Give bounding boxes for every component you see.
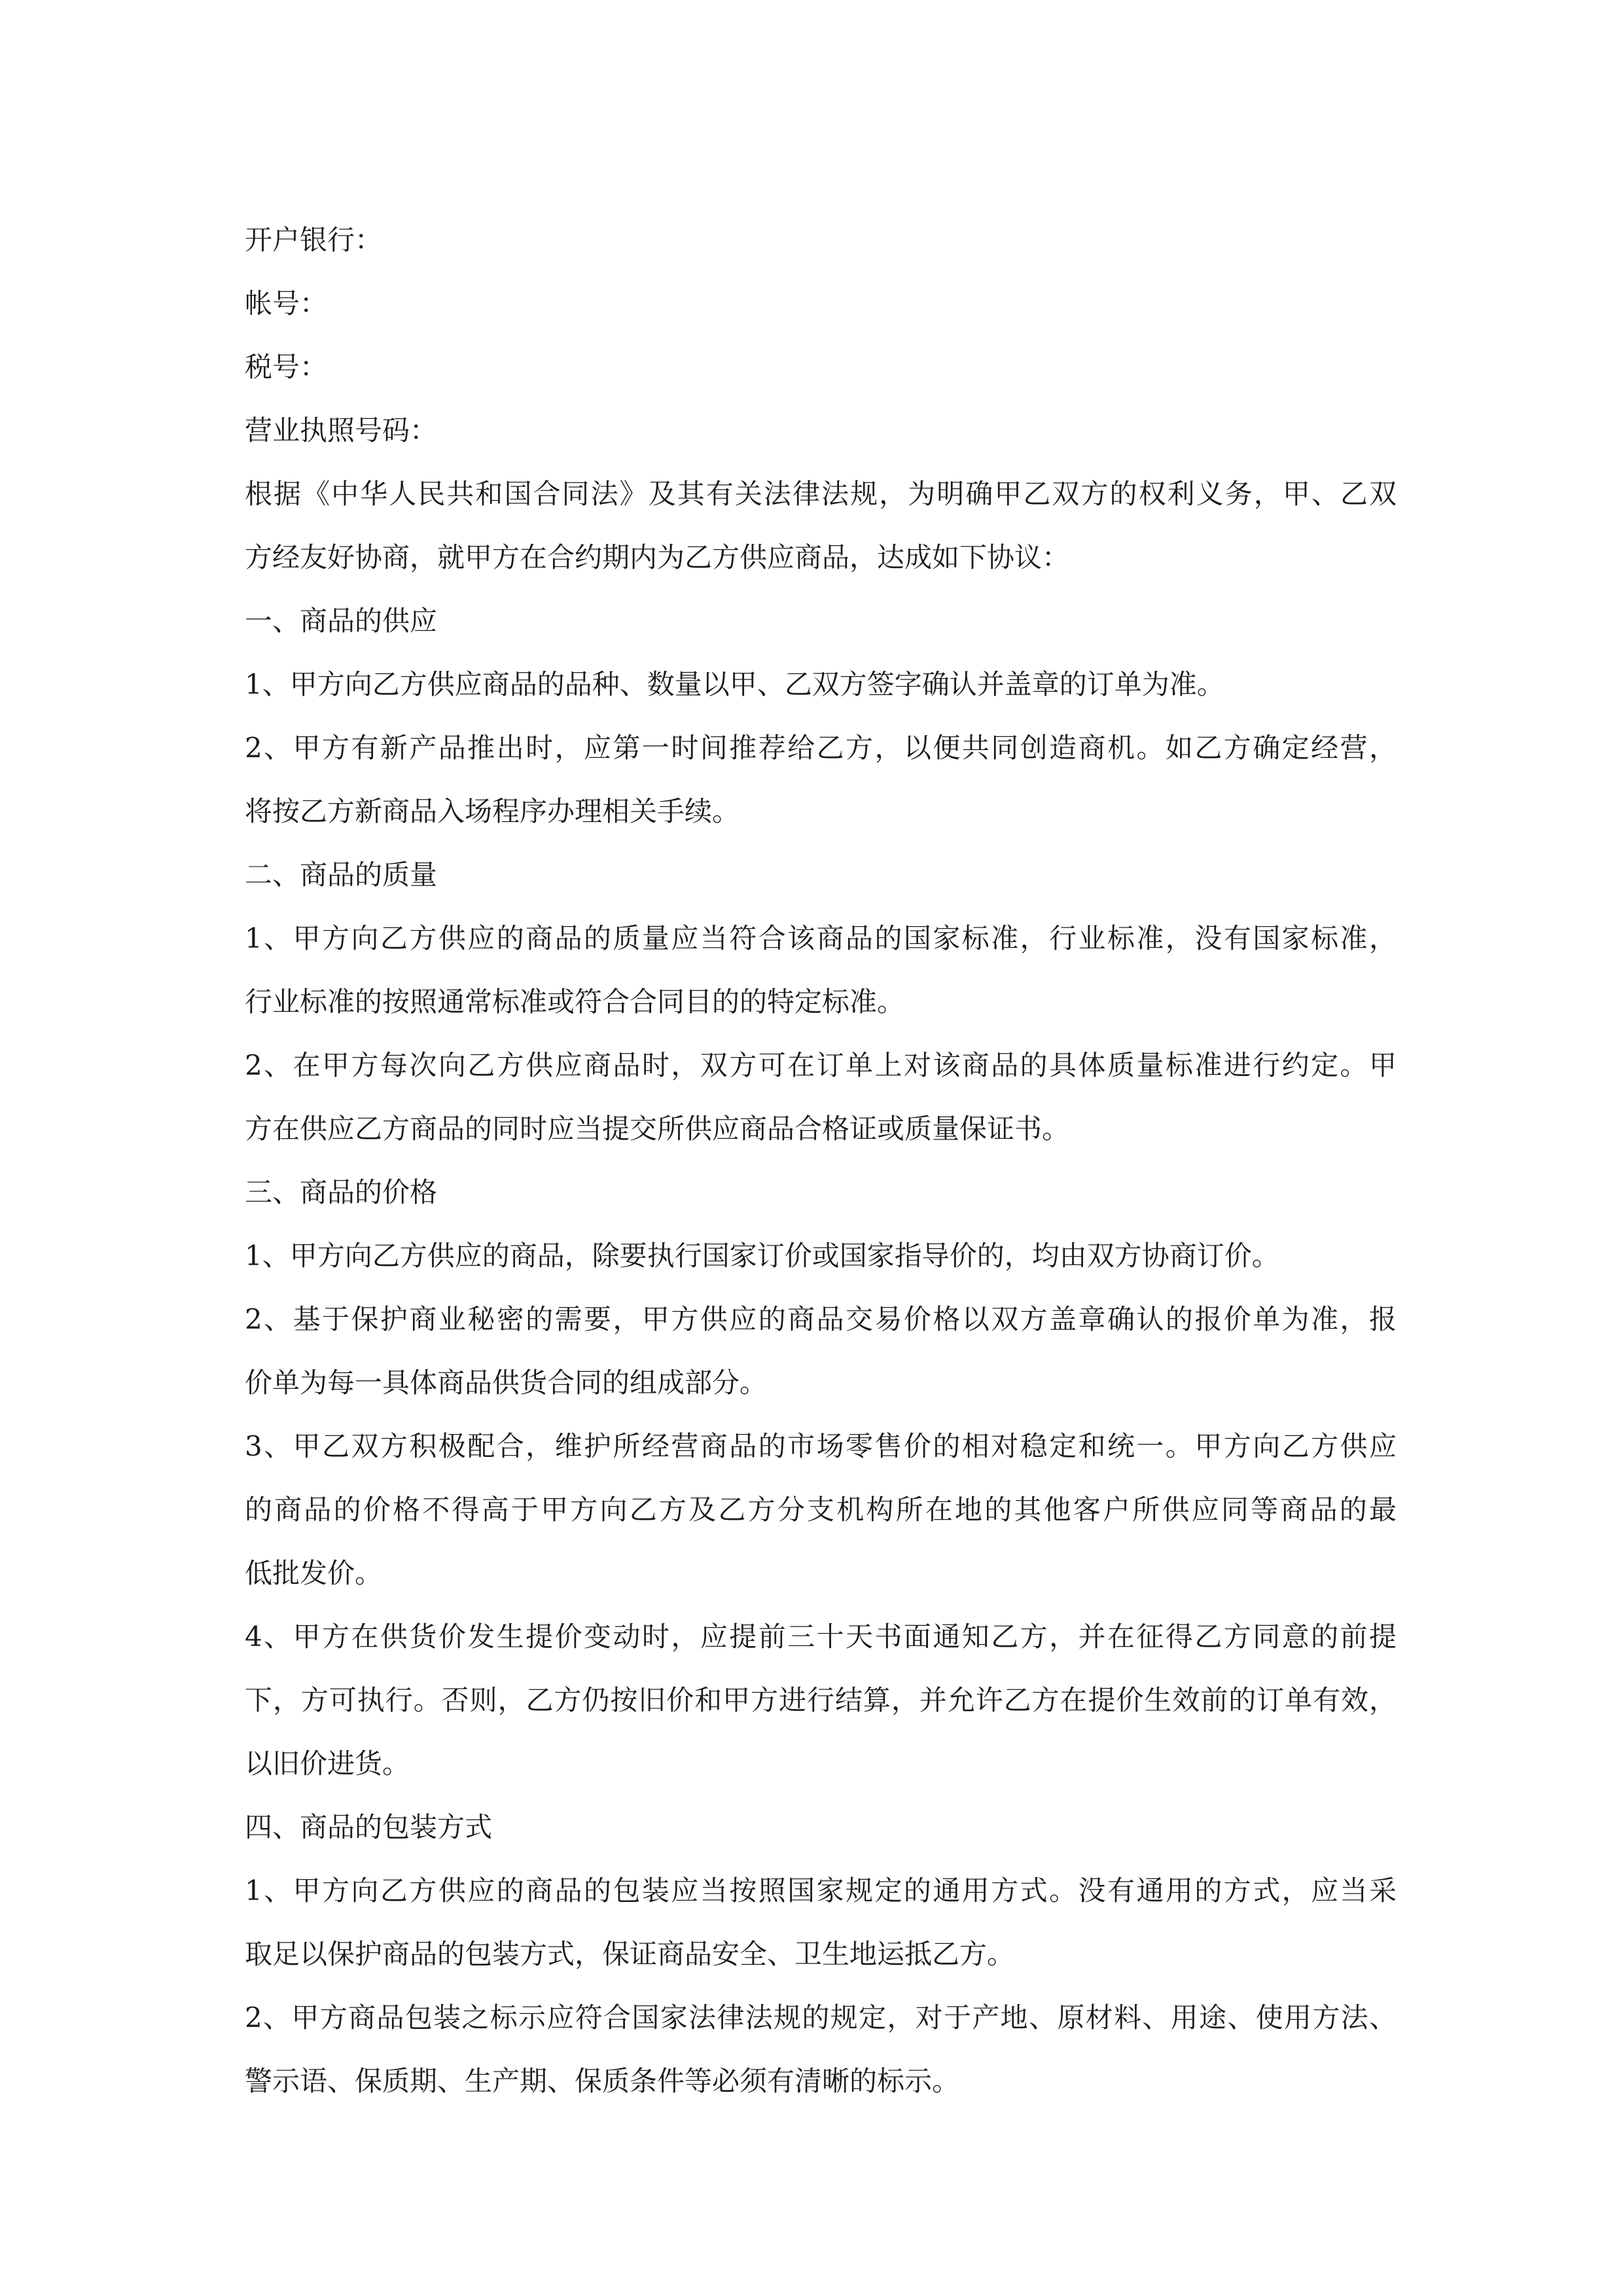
business-license-label: 营业执照号码： bbox=[245, 414, 438, 446]
clause-line: 1、甲方向乙方供应的商品的包装应当按照国家规定的通用方式。没有通用的方式，应当采 bbox=[245, 1874, 1397, 1907]
clause-line: 价单为每一具体商品供货合同的组成部分。 bbox=[245, 1367, 768, 1399]
preamble-line: 方经友好协商，就甲方在合约期内为乙方供应商品，达成如下协议： bbox=[245, 541, 1070, 573]
clause-line: 1、甲方向乙方供应的商品的质量应当符合该商品的国家标准，行业标准，没有国家标准， bbox=[245, 922, 1397, 954]
bank-label: 开户银行： bbox=[245, 224, 383, 256]
contract-body bbox=[245, 208, 1397, 2113]
clause-line: 2、基于保护商业秘密的需要，甲方供应的商品交易价格以双方盖章确认的报价单为准，报 bbox=[245, 1303, 1397, 1335]
clause-line: 1、甲方向乙方供应的商品，除要执行国家订价或国家指导价的，均由双方协商订价。 bbox=[245, 1240, 1279, 1272]
clause-line: 2、甲方有新产品推出时，应第一时间推荐给乙方，以便共同创造商机。如乙方确定经营， bbox=[245, 732, 1397, 764]
clause-line: 方在供应乙方商品的同时应当提交所供应商品合格证或质量保证书。 bbox=[245, 1113, 1070, 1145]
clause-line: 低批发价。 bbox=[245, 1557, 383, 1589]
section-heading-packaging: 四、商品的包装方式 bbox=[245, 1811, 493, 1843]
clause-line: 2、甲方商品包装之标示应符合国家法律法规的规定，对于产地、原材料、用途、使用方法、 bbox=[245, 2001, 1397, 2034]
clause-line: 取足以保护商品的包装方式，保证商品安全、卫生地运抵乙方。 bbox=[245, 1938, 1015, 1970]
preamble-line: 根据《中华人民共和国合同法》及其有关法律法规，为明确甲乙双方的权利义务，甲、乙双 bbox=[245, 478, 1397, 510]
clause-line: 将按乙方新商品入场程序办理相关手续。 bbox=[245, 795, 740, 827]
tax-id-label: 税号： bbox=[245, 351, 328, 383]
clause-line: 3、甲乙双方积极配合，维护所经营商品的市场零售价的相对稳定和统一。甲方向乙方供应 bbox=[245, 1430, 1397, 1462]
section-heading-price: 三、商品的价格 bbox=[245, 1176, 438, 1208]
section-heading-quality: 二、商品的质量 bbox=[245, 859, 438, 891]
clause-line: 的商品的价格不得高于甲方向乙方及乙方分支机构所在地的其他客户所供应同等商品的最 bbox=[245, 1494, 1397, 1526]
clause-line: 4、甲方在供货价发生提价变动时，应提前三十天书面通知乙方，并在征得乙方同意的前提 bbox=[245, 1621, 1397, 1653]
account-label: 帐号： bbox=[245, 287, 328, 319]
clause-line: 行业标准的按照通常标准或符合合同目的的特定标准。 bbox=[245, 986, 905, 1018]
clause-line: 2、在甲方每次向乙方供应商品时，双方可在订单上对该商品的具体质量标准进行约定。甲 bbox=[245, 1049, 1397, 1081]
clause-line: 1、甲方向乙方供应商品的品种、数量以甲、乙双方签字确认并盖章的订单为准。 bbox=[245, 668, 1224, 700]
clause-line: 警示语、保质期、生产期、保质条件等必须有清晰的标示。 bbox=[245, 2065, 960, 2097]
clause-line: 以旧价进货。 bbox=[245, 1748, 410, 1780]
clause-line: 下，方可执行。否则，乙方仍按旧价和甲方进行结算，并允许乙方在提价生效前的订单有效， bbox=[245, 1684, 1397, 1716]
section-heading-supply: 一、商品的供应 bbox=[245, 605, 438, 637]
